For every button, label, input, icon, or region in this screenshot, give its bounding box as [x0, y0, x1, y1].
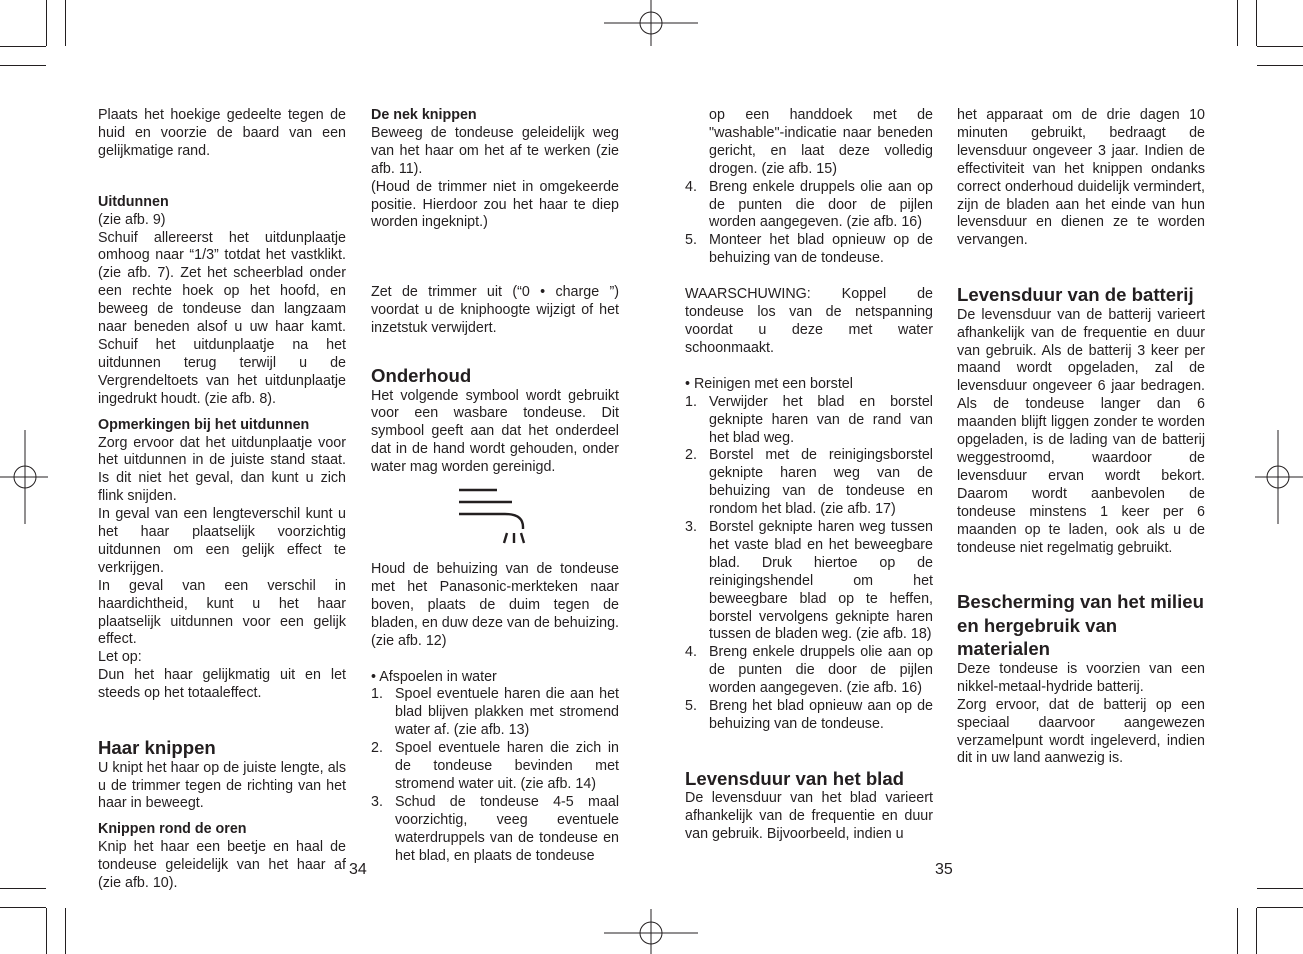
opmerkingen-text: In geval van een lengteverschil kunt u het haar plaatselijk voorzichtig uitdunnen om een gelijk effect te verkrijgen. — [98, 506, 346, 576]
afspoelen-steps — [371, 686, 619, 865]
opmerkingen-text: Dun het haar gelijkmatig uit en let steeds op het totaaleffect. — [98, 667, 346, 702]
milieu-text: Deze tondeuse is voorzien van een nikkel-metaal-hydride batterij. — [957, 660, 1205, 695]
list-item: 2. Spoel eventuele haren die zich in de tondeuse bevinden met stromend water uit. (zie afb. 14) — [371, 740, 619, 792]
uitdunnen-text: Schuif allereerst het uitdunplaatje omhoog naar “1/3” totdat het vastklikt. (zie afb. 7). Zet het scheerblad onder een rechte hoek op het hoofd, en beweeg de tondeuse dan langzaam naar beneden alsof u uw haar kamt. Schuif het uitdunplaatje na het uitdunnen terug terwijl u de Vergrendeltoets van het uitdunplaatje ingedrukt houdt. (zie afb. 8). — [98, 229, 346, 407]
column-2 — [371, 107, 619, 866]
warning-text: WAARSCHUWING: Koppel de tondeuse los van de netspanning voordat u deze met water schoonmaakt. — [685, 286, 933, 356]
nek-text: Beweeg de tondeuse geleidelijk weg van het haar om het af te werken (zie afb. 11). — [371, 124, 619, 177]
section-heading-oren: Knippen rond de oren — [98, 821, 247, 838]
list-item: 2. Borstel met de reinigingsborstel geknipte haren weg van de behuizing van de tondeuse en rondom het blad. (zie afb. 17) — [685, 447, 933, 518]
steps-a — [685, 179, 933, 269]
page-number-right: 35 — [935, 861, 953, 878]
intro-text: Plaats het hoekige gedeelte tegen de huid en voorzie de baard van een gelijkmatige rand. — [98, 107, 346, 159]
oren-text: Knip het haar een beetje en haal de tondeuse geleidelijk van het haar af (zie afb. 10). — [98, 839, 346, 892]
section-heading-nek: De nek knippen — [371, 107, 477, 123]
section-heading-milieu: Bescherming van het milieu en hergebruik van materialen — [957, 591, 1204, 660]
blad-text: De levensduur van het blad varieert afhankelijk van de frequentie en duur van gebruik. Bijvoorbeeld, indien u — [685, 790, 933, 843]
section-heading-blad: Levensduur van het blad — [685, 767, 905, 789]
section-heading-haar-knippen: Haar knippen — [98, 737, 216, 759]
registration-crosshair-icon — [604, 909, 698, 954]
list-item: 5. Monteer het blad opnieuw op de behuizing van de tondeuse. — [685, 232, 933, 267]
steps-b — [685, 394, 933, 734]
registration-crosshair-icon — [1255, 430, 1303, 524]
column-3 — [685, 107, 933, 844]
borstel-bullet: • Reinigen met een borstel — [685, 375, 853, 392]
continued-text: het apparaat om de drie dagen 10 minuten gebruikt, bedraagt de levensduur ongeveer 3 jaar. Indien de effectiviteit van het knippen ondanks correct onderhoud duidelijk vermindert, zijn de bladen aan het einde van hun levensduur en dienen ze te worden vervangen. — [957, 107, 1205, 249]
opmerkingen-text: In geval van een verschil in haardichtheid, kunt u het haar plaatselijk uitdunnen voor een gelijk effect. — [98, 577, 346, 648]
section-heading-onderhoud: Onderhoud — [371, 365, 472, 387]
list-item: 4. Breng enkele druppels olie aan op de punten die door de pijlen worden aangegeven. (zie afb. 16) — [685, 644, 933, 697]
section-heading-opmerkingen: Opmerkingen bij het uitdunnen — [98, 416, 310, 433]
list-item: 3. Schud de tondeuse 4-5 maal voorzichtig, veeg eventuele waterdruppels van de tondeuse en het blad, en plaats de tondeuse — [371, 793, 619, 864]
trimmer-text: Zet de trimmer uit (“0 • charge ”) voordat u de kniphoogte wijzigt of het inzetstuk verwijdert. — [371, 284, 619, 337]
section-heading-batterij: Levensduur van de batterij — [957, 284, 1194, 306]
haar-knippen-text: U knipt het haar op de juiste lengte, als u de trimmer tegen de richting van het haar in beweegt. — [98, 759, 346, 812]
list-item: 3. Borstel geknipte haren weg tussen het vaste blad en het beweegbare blad. Druk hiertoe op de reinigingshendel om het beweegbare blad op te heffen, borstel vervolgens geknipte haren tussen de bladen weg. (zie afb. 18) — [685, 519, 933, 643]
afspoelen-bullet: • Afspoelen in water — [371, 668, 497, 685]
washable-tap-symbol-icon — [457, 485, 537, 545]
continued-text: op een handdoek met de "washable"-indicatie naar beneden gericht, en laat deze volledig drogen. (zie afb. 15) — [709, 107, 933, 177]
milieu-text: Zorg ervoor, dat de batterij op een speciaal daarvoor aangewezen verzamelpunt wordt ingeleverd, indien dit in uw land aanwezig is. — [957, 696, 1205, 767]
column-4 — [957, 107, 1205, 768]
nek-text: (Houd de trimmer niet in omgekeerde positie. Hierdoor zou het haar te diep worden ingeknipt.) — [371, 178, 619, 231]
page-number-left: 34 — [349, 861, 367, 878]
batterij-text: De levensduur van de batterij varieert afhankelijk van de frequentie en duur van gebruik. Als de batterij 3 keer per maand wordt opgeladen, zal de levensduur ongeveer 6 jaar bedragen. Als de tondeuse langer dan 6 maanden blijft liggen zonder te worden opgeladen, is de lading van de batterij weggestroomd, waardoor de levensduur ervan wordt bekort. Daarom wordt aanbevolen de tondeuse minstens 1 keer per 6 maanden op te laden, ook als u de tondeuse niet regelmatig gebruikt. — [957, 306, 1205, 556]
list-item: 4. Breng enkele druppels olie aan op de punten die door de pijlen worden aangegeven. (zie afb. 16) — [685, 178, 933, 231]
list-item: 1. Spoel eventuele haren die aan het blad blijven plakken met stromend water af. (zie afb. 13) — [371, 686, 619, 739]
column-1 — [98, 107, 346, 893]
houd-text: Houd de behuizing van de tondeuse met het Panasonic-merkteken naar boven, plaats de duim tegen de bladen, en duw deze van de behuizing. (zie afb. 12) — [371, 561, 620, 649]
section-heading-uitdunnen: Uitdunnen — [98, 193, 169, 210]
let-op-label: Let op: — [98, 649, 142, 666]
onderhoud-text: Het volgende symbool wordt gebruikt voor een wasbare tondeuse. Dit symbool geeft aan dat het onderdeel dat in de hand wordt gehouden, onder water mag worden gereinigd. — [371, 387, 619, 476]
list-item: 1. Verwijder het blad en borstel geknipte haren van de rand van het blad weg. — [685, 393, 933, 446]
figure-ref: (zie afb. 9) — [98, 211, 166, 228]
registration-crosshair-icon — [604, 0, 698, 46]
list-item: 5. Breng het blad opnieuw aan op de behuizing van de tondeuse. — [685, 698, 933, 732]
registration-crosshair-icon — [0, 430, 48, 524]
opmerkingen-text: Zorg ervoor dat het uitdunplaatje voor het uitdunnen in de juiste stand staat. Is dit niet het geval, dan kunt u zich flink snijden. — [98, 434, 346, 505]
